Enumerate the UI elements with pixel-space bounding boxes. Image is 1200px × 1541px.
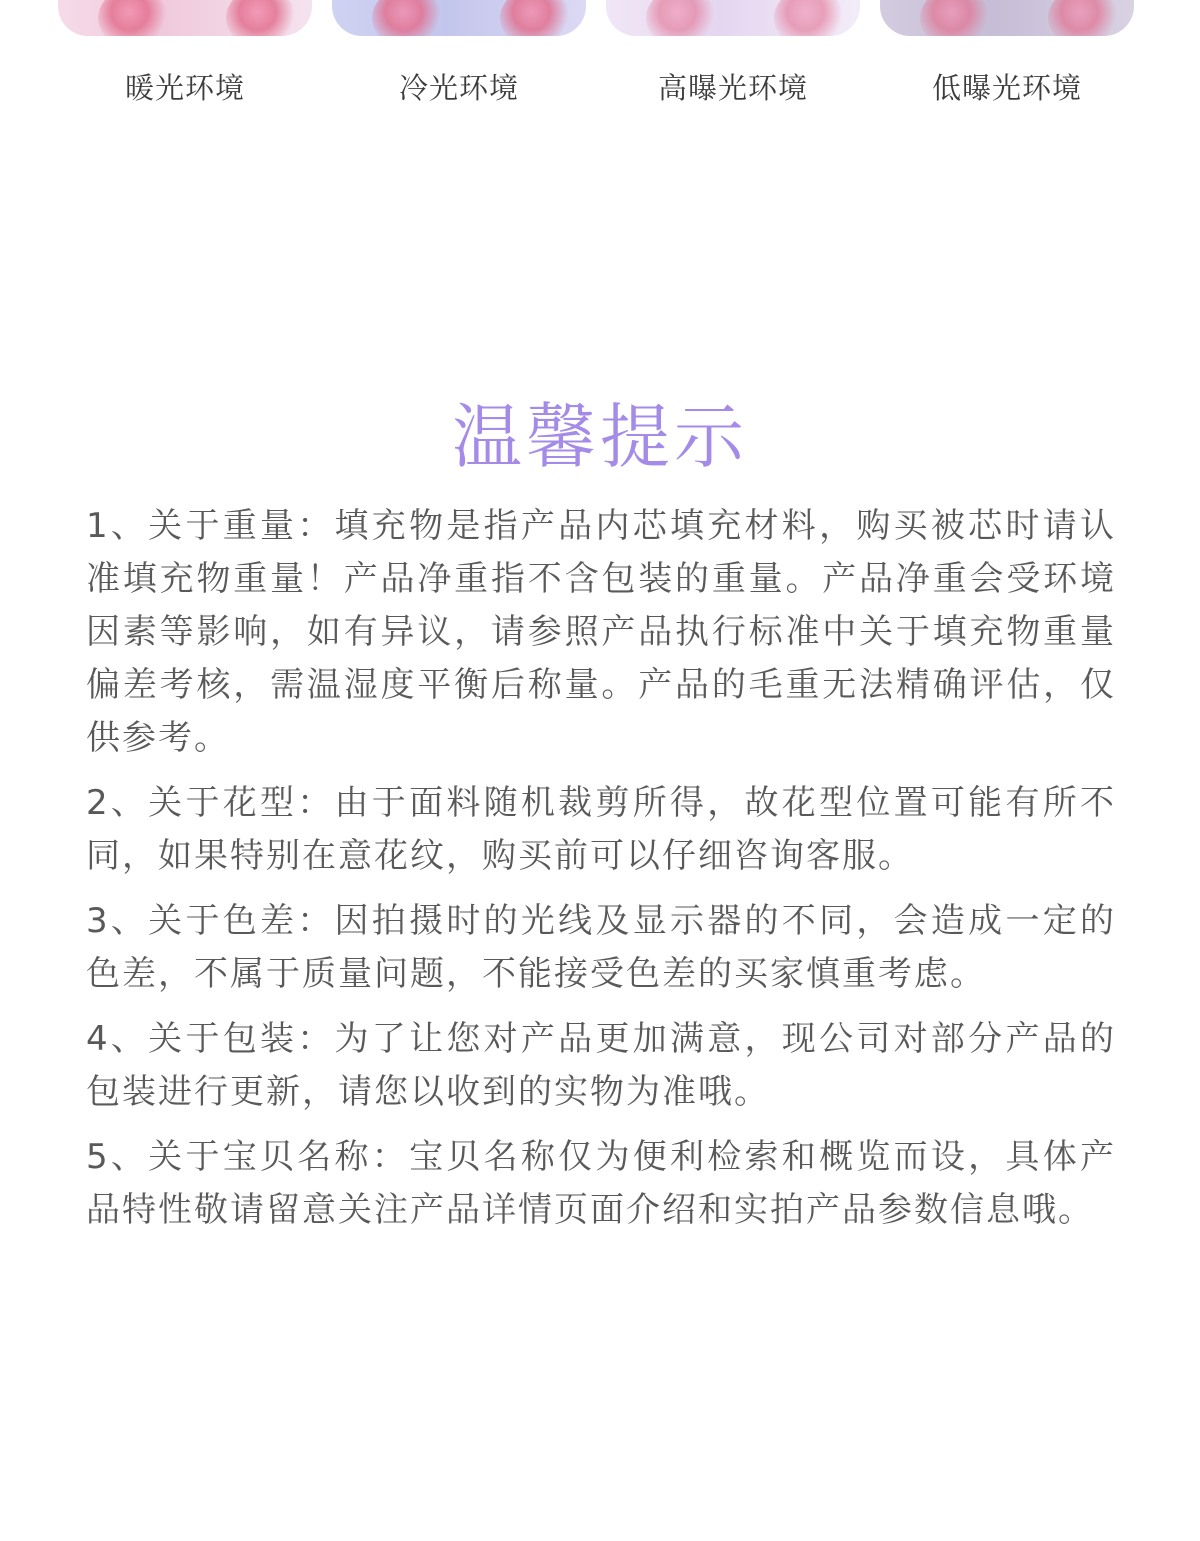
environment-label: 冷光环境	[398, 71, 519, 105]
tip-color-difference: 3、关于色差：因拍摄时的光线及显示器的不同，会造成一定的色差，不属于质量问题，不能接受色差的买家慎重考虑。	[86, 901, 1116, 994]
environment-labels	[0, 68, 1200, 108]
environment-thumbnails	[0, 0, 1200, 36]
tip-weight: 1、关于重量：填充物是指产品内芯填充材料，购买被芯时请认准填充物重量！产品净重指不含包装的重量。产品净重会受环境因素等影响，如有异议，请参照产品执行标准中关于填充物重量偏差考核，需温湿度平衡后称量。产品的毛重无法精确评估，仅供参考。	[86, 506, 1116, 758]
low-exposure-thumbnail	[880, 0, 1134, 36]
tips-list	[86, 500, 1116, 1249]
tip-product-name: 5、关于宝贝名称：宝贝名称仅为便利检索和概览而设，具体产品特性敬请留意关注产品详情页面介绍和实拍产品参数信息哦。	[86, 1137, 1116, 1230]
environment-label: 高曝光环境	[657, 71, 808, 105]
tip-packaging: 4、关于包装：为了让您对产品更加满意，现公司对部分产品的包装进行更新，请您以收到的实物为准哦。	[86, 1019, 1116, 1112]
high-exposure-thumbnail	[606, 0, 860, 36]
tip-pattern: 2、关于花型：由于面料随机裁剪所得，故花型位置可能有所不同，如果特别在意花纹，购买前可以仔细咨询客服。	[86, 783, 1116, 876]
warm-light-thumbnail	[58, 0, 312, 36]
tips-title: 温馨提示	[452, 395, 748, 478]
environment-label: 低曝光环境	[931, 71, 1082, 105]
environment-label: 暖光环境	[124, 71, 245, 105]
cool-light-thumbnail	[332, 0, 586, 36]
